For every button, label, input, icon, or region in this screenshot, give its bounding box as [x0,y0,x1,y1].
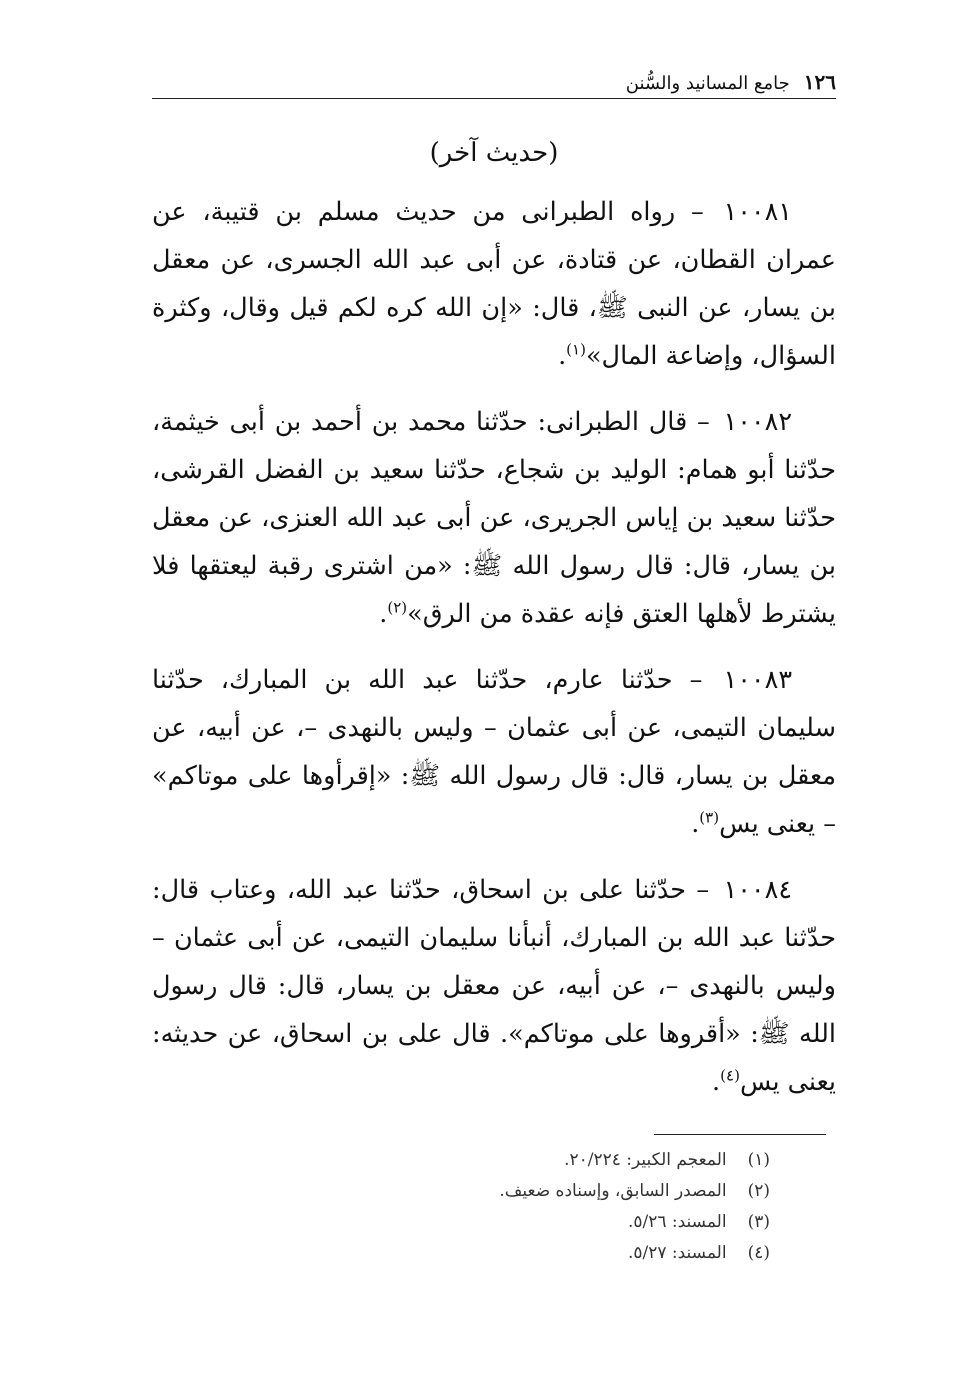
footnote-number: (٢) [747,1181,770,1201]
footnote-text: المسند: ٥/٢٧. [627,1243,727,1263]
footnote-number: (٣) [747,1212,770,1232]
hadith-text: – قال الطبرانى: حدّثنا محمد بن أحمد بن أبى خيثمة، حدّثنا أبو همام: الوليد بن شجاع، حدّثنا سعيد بن الفضل القرشى، حدّثنا سعيد بن إياس الجريرى، عن أبى عبد الله العنزى، عن معقل بن يسار، قال: قال رسول الله ﷺ: «من اشترى رقبة ليعتقها فلا يشترط لأهلها العتق فإنه عقدة من الرق» [152,407,836,629]
footnote-ref: (٣) [699,808,720,827]
footnote-divider [654,1134,826,1135]
hadith-number: ١٠٠٨٣ [723,665,793,695]
header-divider [152,98,836,99]
footnote [152,1238,836,1269]
footnote-ref: (٤) [720,1066,740,1085]
hadith-end: . [558,341,567,371]
footnote-text: المصدر السابق، وإسناده ضعيف. [499,1181,727,1201]
hadith-paragraph [152,866,836,1106]
hadith-number: ١٠٠٨٤ [723,875,793,905]
footnote-text: المعجم الكبير: ٢٠/٢٢٤. [564,1150,727,1170]
hadith-paragraph [152,188,836,380]
section-title: (حديث آخر) [429,138,559,168]
footnote-ref: (٢) [387,598,408,617]
footnotes [152,1145,836,1269]
footnote [152,1145,836,1176]
hadith-number: ١٠٠٨١ [723,197,792,227]
page-number: ١٢٦ [803,70,836,94]
hadith-end: . [379,599,388,629]
hadith-text: – حدّثنا عارم، حدّثنا عبد الله بن المبارك، حدّثنا سليمان التيمى، عن أبى عثمان – وليس بالنهدى –، عن أبيه، عن معقل بن يسار، قال: قال رسول الله ﷺ: «إقرأوها على موتاكم» – يعنى يس [152,665,836,839]
footnote [152,1207,836,1238]
page-header [152,58,836,94]
footnote-text: المسند: ٥/٢٦. [627,1212,727,1232]
footnote-number: (١) [747,1150,770,1170]
hadith-end: . [712,1067,721,1097]
hadith-paragraph [152,656,836,848]
hadith-text: – حدّثنا على بن اسحاق، حدّثنا عبد الله، وعتاب قال: حدّثنا عبد الله بن المبارك، أنبأنا سليمان التيمى، عن أبى عثمان – وليس بالنهدى –، عن أبيه، عن معقل بن يسار، قال: قال رسول الله ﷺ: «أقروها على موتاكم». قال على بن اسحاق، عن حديثه: يعنى يس [152,875,836,1097]
footnote [152,1176,836,1207]
hadith-end: . [691,809,700,839]
footnote-ref: (١) [566,340,586,359]
hadith-text: – رواه الطبرانى من حديث مسلم بن قتيبة، عن عمران القطان، عن قتادة، عن أبى عبد الله الجسرى، عن معقل بن يسار، عن النبى ﷺ، قال: «إن الله كره لكم قيل وقال، وكثرة السؤال، وإضاعة المال» [152,197,836,371]
footnote-number: (٤) [747,1243,770,1263]
book-title: جامع المسانيد والسُّنن [625,73,790,94]
hadith-paragraph [152,398,836,638]
body-text [152,188,836,1124]
hadith-number: ١٠٠٨٢ [723,407,793,437]
